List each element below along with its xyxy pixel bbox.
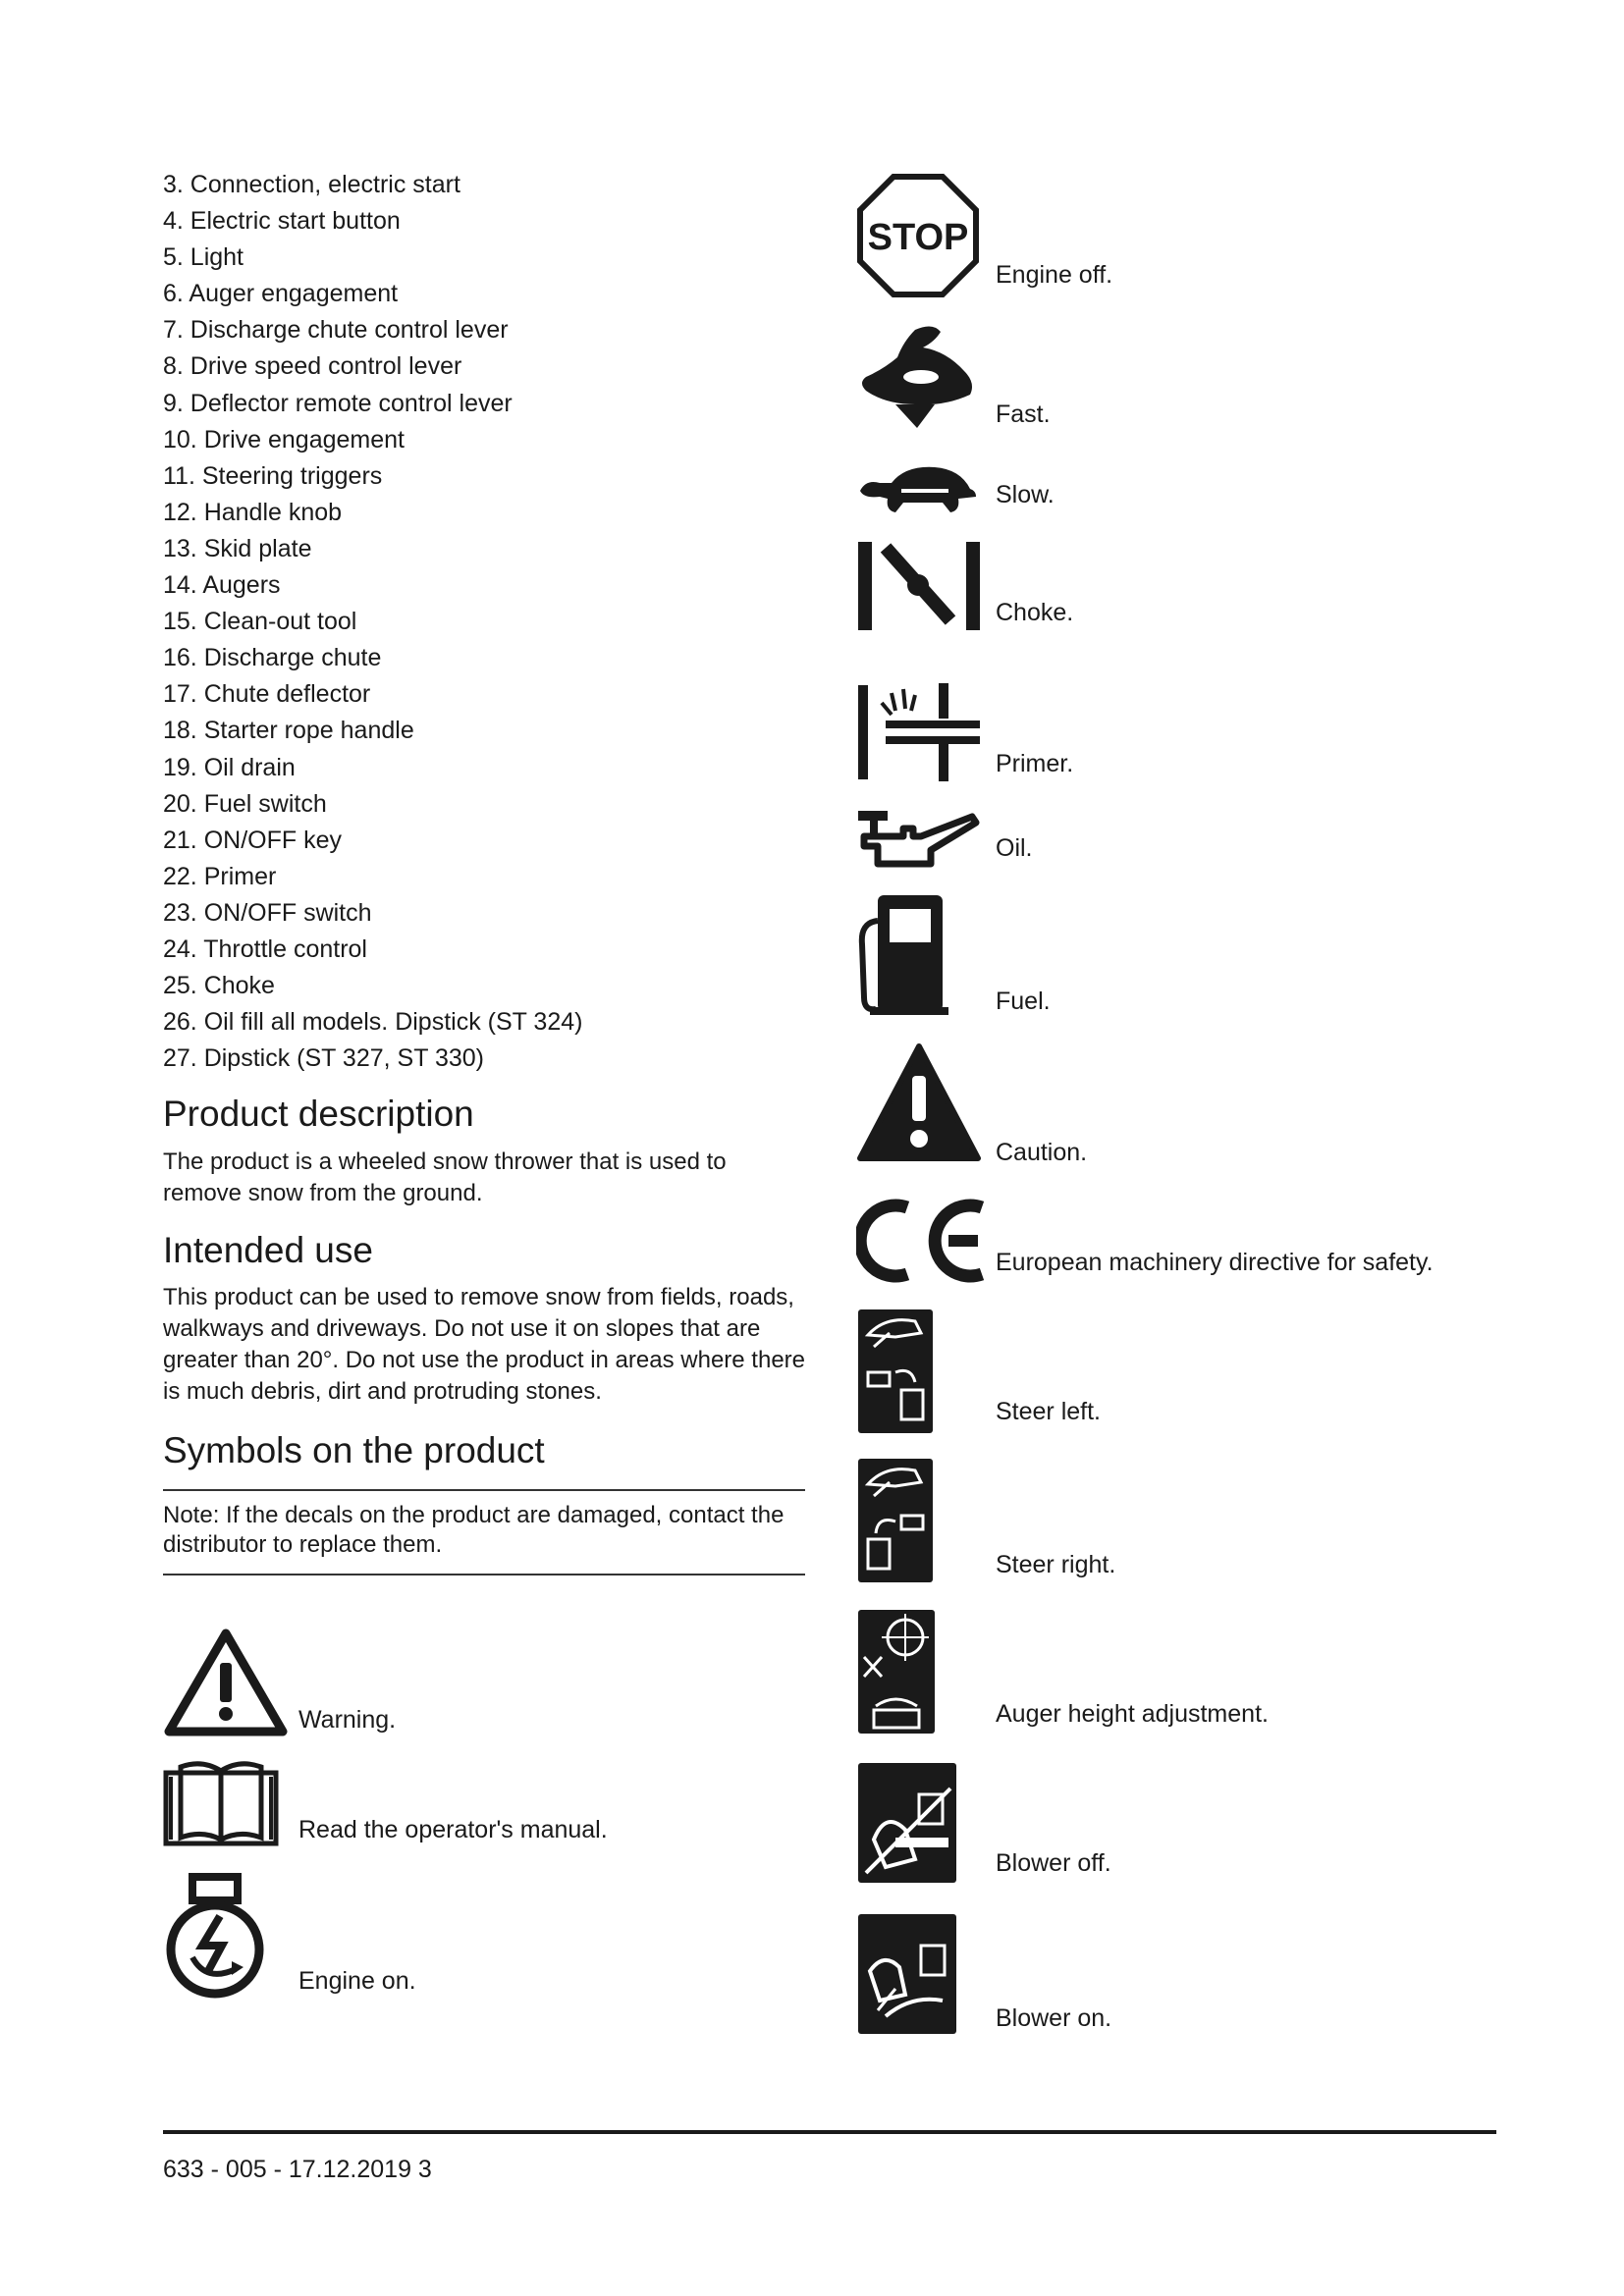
- left-column: [163, 167, 805, 1575]
- oil-can-icon: [856, 807, 980, 868]
- turtle-slow-icon: [856, 461, 980, 516]
- list-item: 19. Oil drain: [163, 753, 296, 781]
- ce-mark-icon: [856, 1196, 988, 1286]
- list-item: 4. Electric start button: [163, 207, 401, 236]
- list-item: 24. Throttle control: [163, 934, 367, 963]
- list-item: 18. Starter rope handle: [163, 717, 414, 745]
- note-label: Note:: [163, 1501, 220, 1528]
- slow-label: Slow.: [996, 481, 1055, 508]
- manual-book-icon: [163, 1757, 279, 1847]
- intended-use-heading: Intended use: [163, 1229, 373, 1270]
- list-item: 6. Auger engagement: [163, 280, 399, 308]
- list-item: 23. ON/OFF switch: [163, 898, 372, 927]
- list-item: 15. Clean-out tool: [163, 608, 357, 636]
- list-item: 12. Handle knob: [163, 498, 343, 526]
- list-item: 9. Deflector remote control lever: [163, 389, 513, 417]
- warning-label: Warning.: [298, 1706, 397, 1734]
- list-item: 27. Dipstick (ST 327, ST 330): [163, 1044, 485, 1073]
- caution-icon: [856, 1042, 982, 1164]
- stop-sign-icon: [856, 173, 980, 298]
- list-item: 22. Primer: [163, 862, 277, 890]
- list-item: 16. Discharge chute: [163, 644, 382, 672]
- rabbit-fast-icon: [856, 322, 980, 438]
- primer-label: Primer.: [996, 750, 1074, 777]
- list-item: 21. ON/OFF key: [163, 826, 342, 854]
- footer-divider: [163, 2130, 1496, 2134]
- choke-label: Choke.: [996, 599, 1074, 626]
- auger-height-icon: [856, 1608, 937, 1735]
- intended-use-text: This product can be used to remove snow from fields, roads, walkways and driveways. Do not use it on slopes that are greater than 20°. Do not use the product in areas where there is much debris, dirt and protruding stones.: [163, 1284, 805, 1406]
- product-description-heading: Product description: [163, 1094, 474, 1135]
- list-item: 20. Fuel switch: [163, 789, 327, 818]
- list-item: 17. Chute deflector: [163, 680, 371, 709]
- blower-off-icon: [856, 1761, 958, 1885]
- blower-on-icon: [856, 1912, 958, 2036]
- stop-sign-text: STOP: [867, 217, 969, 258]
- list-item: 10. Drive engagement: [163, 425, 405, 454]
- engine-off-label: Engine off.: [996, 261, 1113, 289]
- warning-icon: [163, 1628, 289, 1737]
- engine-on-label: Engine on.: [298, 1967, 416, 1995]
- manual-label: Read the operator's manual.: [298, 1816, 608, 1843]
- blower-off-label: Blower off.: [996, 1849, 1111, 1877]
- list-item: 8. Drive speed control lever: [163, 352, 462, 381]
- steer-right-icon: [856, 1457, 935, 1584]
- note-box: [163, 1489, 805, 1575]
- choke-icon: [856, 538, 982, 632]
- fast-label: Fast.: [996, 400, 1051, 428]
- list-item: 5. Light: [163, 243, 244, 272]
- steer-right-label: Steer right.: [996, 1551, 1116, 1578]
- fuel-pump-icon: [856, 891, 950, 1017]
- list-item: 25. Choke: [163, 972, 275, 1000]
- components-list: [163, 167, 805, 1077]
- list-item: 11. Steering triggers: [163, 461, 383, 490]
- blower-on-label: Blower on.: [996, 2004, 1112, 2032]
- caution-label: Caution.: [996, 1139, 1088, 1166]
- footer-page-info: 633 - 005 - 17.12.2019 3: [163, 2156, 432, 2183]
- list-item: 3. Connection, electric start: [163, 171, 460, 198]
- fuel-label: Fuel.: [996, 988, 1051, 1015]
- list-item: 7. Discharge chute control lever: [163, 316, 509, 345]
- list-item: 26. Oil fill all models. Dipstick (ST 324): [163, 1008, 583, 1037]
- list-item: 14. Augers: [163, 571, 281, 600]
- ce-label: European machinery directive for safety.: [996, 1249, 1434, 1276]
- steer-left-icon: [856, 1308, 935, 1435]
- list-item: 13. Skid plate: [163, 534, 312, 562]
- engine-on-icon: [163, 1873, 267, 2001]
- auger-height-label: Auger height adjustment.: [996, 1700, 1269, 1728]
- symbols-heading: Symbols on the product: [163, 1430, 545, 1471]
- primer-icon: [856, 681, 982, 783]
- oil-label: Oil.: [996, 834, 1033, 862]
- product-description-text: The product is a wheeled snow thrower that is used to remove snow from the ground.: [163, 1148, 727, 1206]
- steer-left-label: Steer left.: [996, 1398, 1101, 1425]
- note-text: If the decals on the product are damaged, contact the distributor to replace them.: [163, 1501, 785, 1558]
